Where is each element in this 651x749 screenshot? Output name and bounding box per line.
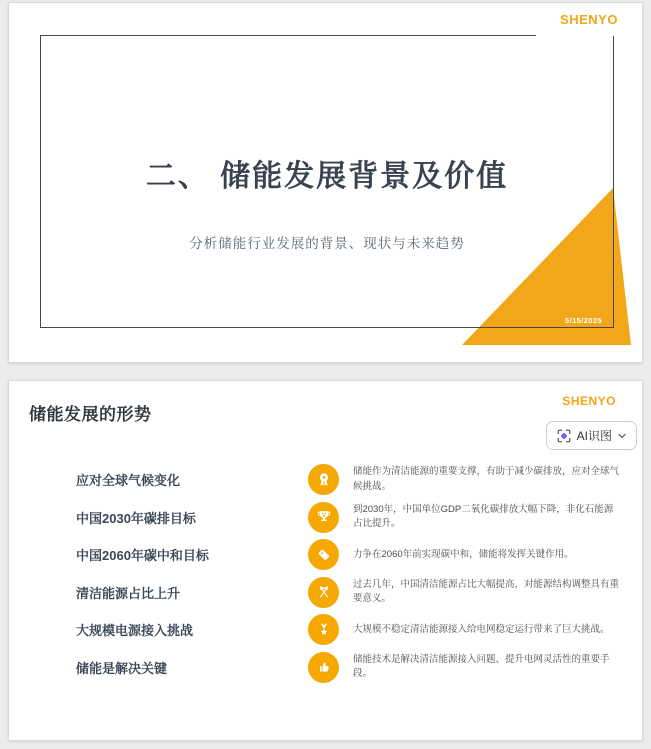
list-item — [9, 536, 644, 574]
item-label: 应对全球气候变化 — [76, 473, 181, 489]
item-label: 大规模电源接入挑战 — [76, 623, 194, 639]
feature-list — [9, 461, 644, 686]
list-item — [9, 499, 644, 537]
slide-title-page — [8, 2, 643, 363]
item-description: 力争在2060年前实现碳中和，储能将发挥关键作用。 — [353, 548, 574, 560]
item-description: 大规模不稳定清洁能源接入给电网稳定运行带来了巨大挑战。 — [353, 623, 610, 635]
slide-content-page — [8, 380, 643, 741]
thumbs-up-icon — [308, 652, 339, 683]
item-description: 到2030年，中国单位GDP二氧化碳排放大幅下降，非化石能源占比提升。 — [353, 503, 614, 530]
list-item — [9, 574, 644, 612]
brand-logo: SHENYO — [562, 394, 616, 408]
item-description: 过去几年，中国清洁能源占比大幅提高，对能源结构调整具有重要意义。 — [353, 578, 620, 605]
item-label: 中国2060年碳中和目标 — [76, 548, 209, 564]
rosette-award-icon — [308, 464, 339, 495]
slide-subtitle: 分析储能行业发展的背景、现状与未来趋势 — [189, 236, 465, 251]
page-title: 储能发展的形势 — [29, 405, 152, 424]
slide-date: 5/15/2025 — [565, 316, 602, 325]
item-description: 储能作为清洁能源的重要支撑，有助于减少碳排放，应对全球气候挑战。 — [353, 466, 620, 492]
ai-button-label: AI识图 — [576, 429, 612, 443]
item-label: 储能是解决关键 — [76, 660, 168, 676]
list-item — [9, 461, 644, 499]
slide-title: 二、 储能发展背景及价值 — [145, 160, 509, 193]
ai-recognize-button[interactable] — [546, 421, 637, 450]
brand-logo-area — [536, 3, 642, 36]
trophy-icon — [308, 502, 339, 533]
brand-logo: SHENYO — [560, 12, 618, 27]
tag-icon — [308, 539, 339, 570]
ai-scan-icon — [556, 428, 572, 444]
medal-icon — [308, 614, 339, 645]
crossed-flags-icon — [308, 577, 339, 608]
list-item — [9, 611, 644, 649]
item-description: 储能技术是解决清洁能源接入问题、提升电网灵活性的重要手段。 — [353, 653, 610, 680]
chevron-down-icon[interactable] — [617, 431, 627, 441]
list-item — [9, 649, 644, 687]
item-label: 中国2030年碳排目标 — [76, 510, 196, 526]
item-label: 清洁能源占比上升 — [76, 585, 181, 601]
